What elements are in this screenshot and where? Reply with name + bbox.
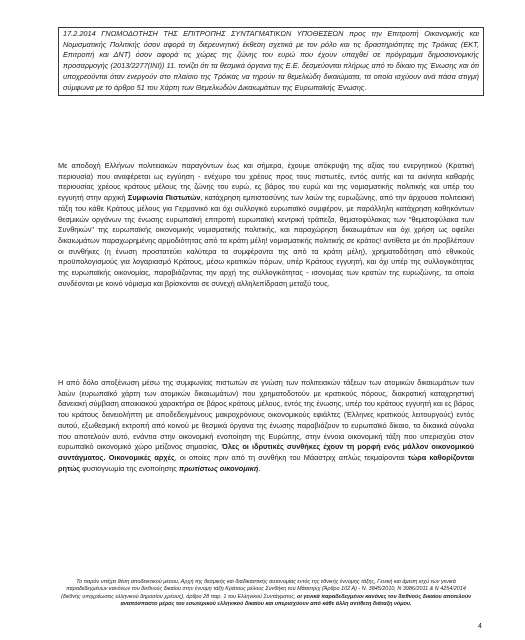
text-segment: Το παρόν υπέχει θέση αποδεικτικού μέσου, Αρχή της θεσμικής και διαδικαστικής αυτονομίας εντός της εθνικής έννομης τάξης, Γενική και άμεση ισχύ των γενικά παραδεδεγμένων κανόνων του διεθνούς δικαίου στην έννομη τάξη Κράτους μέλους Συνθήκη του Μάαστριχ (Άρθρο 102 Α) - Ν. 3845/2010, Ν 3986/2011 & Ν 4254/2014 (διεθνής υποχρέωσεις ελληνικού δημοσίου χρέους), άρθρο 28 παρ. 1 του Ελληνικού Συντάγματος, [60,579,466,600]
text-segment: Με αποδοχή Ελλήνων πολιτειακών παραγόντων έως και σήμερα, έχουμε απόκρυψη της αξίας του ενεργητικού (Κρατική περιουσία) που αναφέρεται ως εγγύηση - ενέχυρο του χρέους προς τους πιστωτές, εντός αυτής και τα ακίνητα καθαρής περιουσίας χρέους κράτους μέλους της ζώνης του ευρώ, ες βάρος του ευρώ και της νομισματικής πολιτικής και υπέρ του εγγυητή στην αρχική [58,161,474,203]
text-segment: 17.2.2014 ΓΝΩΜΟΔΟΤΗΣΗ ΤΗΣ ΕΠΙΤΡΟΠΗΣ ΣΥΝΤΑΓΜΑΤΙΚΩΝ ΥΠΟΘΕΣΕΩΝ προς την Επιτροπή Οικονομικής και Νομισματικής Πολιτικής όσον αφορά τη διερευνητική έκθεση σχετικά με τον ρόλο και τις δραστηριότητες της Τρόικας (ΕΚΤ, Επιτροπή και ΔΝΤ) όσον αφορά τις χώρες της ζώνης του ευρώ που έχουν υπαχθεί σε πρόγραμμα δημοσιονομικής προσαρμογής (2013/2277(INI)) 11. τονίζει ότι τα θεσμικά όργανα της Ε.Ε. δεσμεύονται πλήρως από το δίκαιο της Ένωσης και ότι υποχρεούνται όταν ενεργούν στο πλαίσιο της Τρόικας να τηρούν τα θεμελιώδη δικαιώματα, τα οποία ισχύουν ανά πάσα στιγμή σύμφωνα με το άρθρο 51 του Χάρτη των Θεμελιωδών Δικαιωμάτων της Ευρωπαϊκής Ένωσης. [63,29,479,92]
text-segment: Η από δόλο αποξένωση μέσω της συμφωνίας πιστωτών σε γνώση των πολιτειακών τάξεων των ατομικών δικαιωμάτων των λαών (ευρωπαϊκό χάρτη των ατομικών δικαιωμάτων) που χρηματοδοτούν με κρατικούς πόρους, διακρατική καταχρηστική δανειακή σύμβαση αποικιακού χαρακτήρα σε βάρος κράτους μέλους, εντός της ένωσης, υπέρ του κράτους εγγυητή και ες βάρος του κράτους δανειολήπτη με αποδεδειγμένους μακροχρόνιους οικονομικούς εφιάλτες (Έλληνες κρατικούς λειτουργούς) εντός αυτού, εξωθεσμική εκτροπή από κοινού με θεσμικά όργανα της ένωσης παραβιάζουν το ευρωπαϊκό δίκαιο, τα δικαιικά σύνολα που αποτελούν αυτό, ενάντια στην οικονομική ενοποίηση της Ευρώπης, στην έννοια οικονομική τάξη που υπερισχύει στον ευρωπαϊκό οικονομικό χώρο μείζονος σημασίας, [58,378,474,452]
opinion-excerpt-paragraph [58,27,484,96]
text-segment: οι γενικά παραδεδεγμένοι κανόνες του διεθνούς δικαίου αποτελούν αναπόσπαστο μέρος του εσωτερικού ελληνικού δικαίου και υπερισχύουν από κάθε άλλη αντίθετη διάταξη νόμου. [120,593,472,607]
text-segment: φυσιογνωμία της ενοποίησης [80,463,179,473]
body-paragraph-2 [58,378,474,474]
text-segment: Συμφωνία Πιστωτών [127,193,201,203]
body-paragraph-1 [58,161,474,289]
footnote-block [60,579,472,608]
text-segment: τώρα καθορίζονται ρητώς [58,452,475,473]
text-segment: πρωτίστως οικονομική [178,463,259,473]
text-segment: . [258,463,261,473]
text-segment: Όλες οι ιδρυτικές συνθήκες έχουν τη μορφή ενός μάλλον οικονομικού συντάγματος. Οικονομικές αρχές [58,442,474,462]
page-number: 4 [478,623,482,630]
text-segment: , κατάχρηση εμπιστοσύνης των λαών της ευρωζώνης, από την άρχουσα πολιτειακή τάξη του κάθε Κράτους μέλους για Γερμανικό και όχι συλλογικό ευρωπαϊκό συμφέρον, με παράλληλη κατάχρηση καθηκόντων θεσμικών οργάνων της ένωσης ευρωπαϊκή επιτροπή ευρωπαϊκή κεντρική τράπεζα, θεματοφύλακας των "θεματοφύλακα των Συνθηκών" της ευρωπαϊκής οικονομικής νομισματικής πολιτικής, και παραχώρηση δικαιωμάτων και όχι χρήση ως οφείλει δικαιωμάτων παραχωρημένης αρμοδιότητας από τα κράτη μέλη! νομισματικής πολιτικής σε κράτος! αντίθετα με ότι προβλέπουν οι συνθήκες (η ένωση προστατεύει καλύτερα τα συμφέροντα της από τα κράτη μέλη), χρηματοδότηση από εθνικούς προϋπολογισμούς για λογαριασμό Κράτους, μέσω κρατικών πόρων, υπέρ Κράτους εγγυητή, και όχι υπέρ της συλλογικότητας της ευρωπαϊκής οικονομίας, παραβιάζοντας την αρχή της συλλογικότητας - ισονομίας των κρατών της ευρωζώνης, τα οποία συνδέονται με κοινό νόμισμα και βρίσκονται σε συνεχή αλληλεπίδραση μεταξύ τους. [58,193,474,288]
text-segment: , οι οποίες πριν από τη συνθήκη του Μάαστριχ απλώς τεκμαίρονται [174,452,408,462]
